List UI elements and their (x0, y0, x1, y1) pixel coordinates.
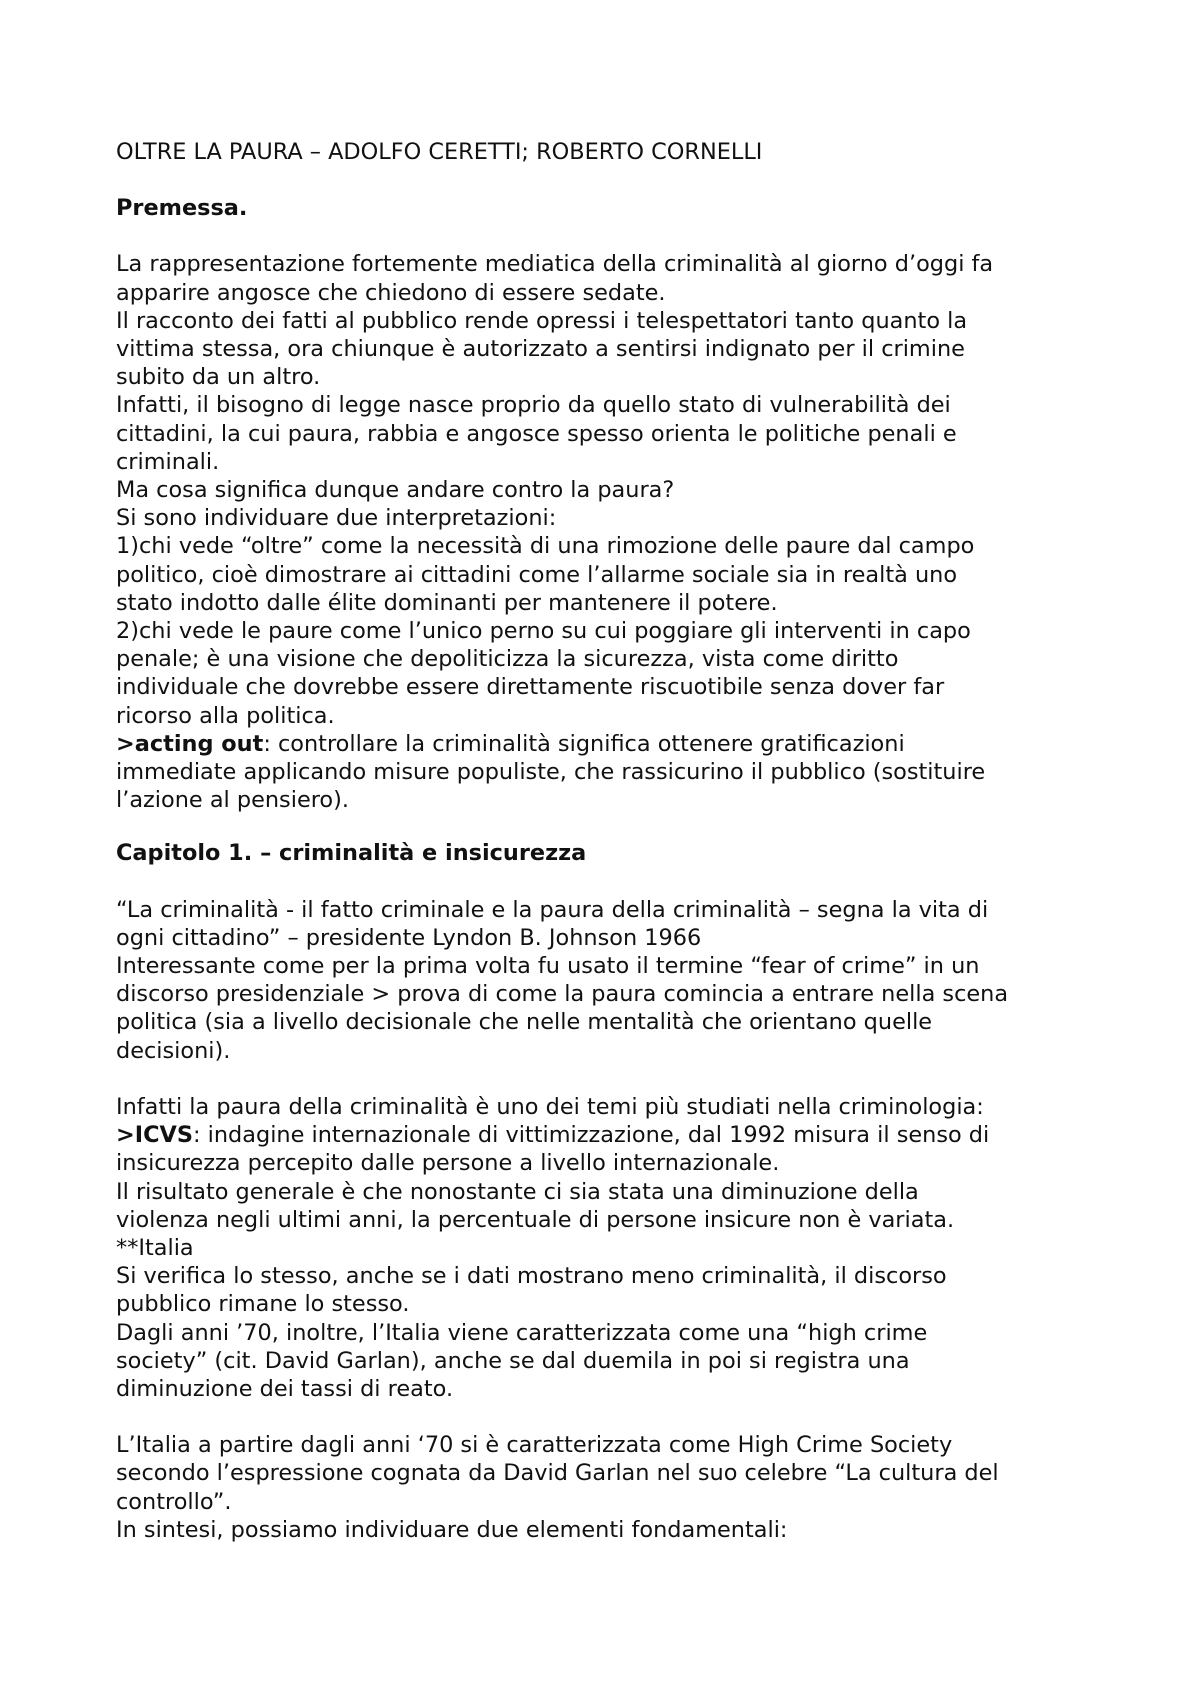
text-line: pubblico rimane lo stesso. (116, 1291, 410, 1318)
premessa-paragraph (116, 250, 1140, 814)
text-line: politica (sia a livello decisionale che nelle mentalità che orientano quelle (116, 1009, 933, 1036)
cap1-paragraph-3 (116, 1431, 1140, 1544)
text-line: “La criminalità - il fatto criminale e la paura della criminalità – segna la vita di (116, 896, 989, 923)
text-line: Dagli anni ’70, inoltre, l’Italia viene caratterizzata come una “high crime (116, 1319, 928, 1346)
text-line: apparire angosce che chiedono di essere sedate. (116, 279, 666, 306)
text-line: **Italia (116, 1234, 194, 1261)
text-line: Infatti, il bisogno di legge nasce proprio da quello stato di vulnerabilità dei (116, 392, 951, 419)
text-line: Il racconto dei fatti al pubblico rende opressi i telespettatori tanto quanto la (116, 307, 968, 334)
text-line: controllo”. (116, 1488, 232, 1515)
text-line: Si sono individuare due interpretazioni: (116, 505, 557, 532)
text-line: individuale che dovrebbe essere direttamente riscuotibile senza dover far (116, 674, 945, 701)
text-line: l’azione al pensiero). (116, 787, 349, 814)
acting-out-line: >acting out: controllare la criminalità significa ottenere gratificazioni (116, 730, 905, 757)
acting-out-term: >acting out (116, 730, 264, 757)
text-line: decisioni). (116, 1037, 231, 1064)
text-line: Infatti la paura della criminalità è uno dei temi più studiati nella criminologia: (116, 1093, 984, 1120)
document-title: OLTRE LA PAURA – ADOLFO CERETTI; ROBERTO CORNELLI (116, 139, 763, 165)
text-line: criminali. (116, 448, 220, 475)
text-line: vittima stessa, ora chiunque è autorizzato a sentirsi indignato per il crimine (116, 336, 965, 363)
text-line: immediate applicando misure populiste, che rassicurino il pubblico (sostituire (116, 759, 986, 786)
text-line: society” (cit. David Garlan), anche se dal duemila in poi si registra una (116, 1347, 910, 1374)
text-line: Il risultato generale è che nonostante ci sia stata una diminuzione della (116, 1178, 919, 1205)
cap1-paragraph-1 (116, 896, 1140, 1065)
text-line: politico, cioè dimostrare ai cittadini come l’allarme sociale sia in realtà uno (116, 561, 958, 588)
text-line: diminuzione dei tassi di reato. (116, 1375, 454, 1402)
text-line: subito da un altro. (116, 364, 321, 391)
icvs-term: >ICVS (116, 1122, 193, 1149)
text-line: violenza negli ultimi anni, la percentuale di persone insicure non è variata. (116, 1206, 955, 1233)
text-line: Si verifica lo stesso, anche se i dati mostrano meno criminalità, il discorso (116, 1263, 947, 1290)
text-line: ogni cittadino” – presidente Lyndon B. Johnson 1966 (116, 924, 702, 951)
text-line: discorso presidenziale > prova di come la paura comincia a entrare nella scena (116, 981, 1009, 1008)
text-line: penale; è una visione che depoliticizza la sicurezza, vista come diritto (116, 646, 899, 673)
text-line: In sintesi, possiamo individuare due elementi fondamentali: (116, 1516, 788, 1543)
text-line: 2)chi vede le paure come l’unico perno su cui poggiare gli interventi in capo (116, 618, 971, 645)
cap1-paragraph-2 (116, 1093, 1140, 1403)
section-heading-premessa: Premessa. (116, 195, 248, 222)
text-line: L’Italia a partire dagli anni ‘70 si è caratterizzata come High Crime Society (116, 1432, 953, 1459)
text-line: Ma cosa significa dunque andare contro la paura? (116, 477, 675, 504)
icvs-line: >ICVS: indagine internazionale di vittimizzazione, dal 1992 misura il senso di (116, 1122, 990, 1149)
text-line: stato indotto dalle élite dominanti per mantenere il potere. (116, 589, 778, 616)
text-line: cittadini, la cui paura, rabbia e angosce spesso orienta le politiche penali e (116, 420, 957, 447)
text-line: secondo l’espressione cognata da David Garlan nel suo celebre “La cultura del (116, 1460, 999, 1487)
text-line: 1)chi vede “oltre” come la necessità di una rimozione delle paure dal campo (116, 533, 975, 560)
text-line: La rappresentazione fortemente mediatica della criminalità al giorno d’oggi fa (116, 251, 994, 278)
section-heading-capitolo-1: Capitolo 1. – criminalità e insicurezza (116, 840, 587, 867)
text-line: Interessante come per la prima volta fu usato il termine “fear of crime” in un (116, 953, 980, 980)
text-line: ricorso alla politica. (116, 702, 335, 729)
text-line: insicurezza percepito dalle persone a livello internazionale. (116, 1150, 780, 1177)
